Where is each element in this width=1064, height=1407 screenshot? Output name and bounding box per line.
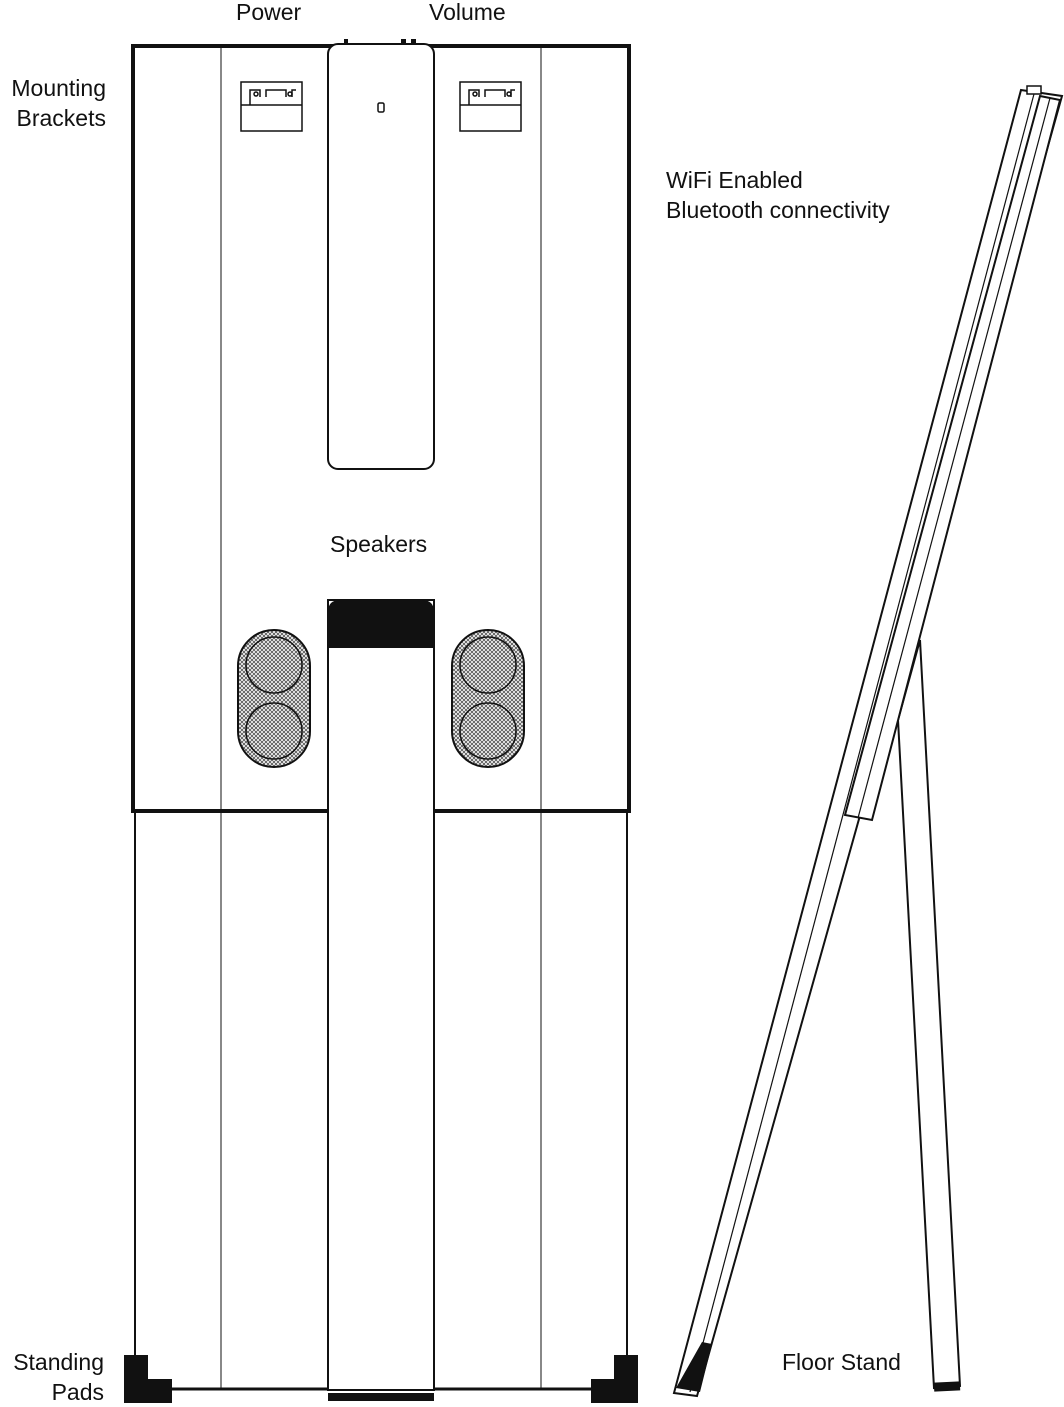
standing-pads-line1: Standing: [13, 1349, 104, 1375]
standing-pad-left: [124, 1355, 172, 1403]
stand-column-foot: [328, 1393, 434, 1401]
bluetooth-label: Bluetooth connectivity: [666, 197, 890, 223]
stand-column: [328, 600, 434, 1390]
back-view: [124, 39, 638, 1403]
speakers-label: Speakers: [330, 531, 428, 557]
mounting-bracket-left: [241, 82, 302, 131]
connectivity-label: [666, 165, 890, 225]
mounting-brackets-line1: Mounting: [11, 75, 106, 101]
rear-leg-foot: [934, 1381, 960, 1391]
mounting-bracket-right: [460, 82, 521, 131]
side-panel-inner-line: [690, 94, 1034, 1392]
control-panel: [328, 44, 434, 469]
standing-pads-label: [0, 1347, 104, 1407]
power-button: [344, 39, 348, 45]
standing-pads-line2: Pads: [51, 1379, 104, 1405]
volume-label: Volume: [429, 0, 506, 25]
mounting-brackets-line2: Brackets: [16, 105, 106, 131]
mounting-brackets-label: [0, 73, 106, 133]
rear-leg: [898, 640, 960, 1388]
floor-stand-label: Floor Stand: [782, 1349, 901, 1375]
speaker-right: [452, 630, 524, 767]
standing-pad-right: [591, 1355, 638, 1403]
stand-column-cap: [328, 600, 434, 648]
volume-button-plus: [411, 39, 416, 45]
wifi-label: WiFi Enabled: [666, 167, 803, 193]
volume-button-minus: [401, 39, 406, 45]
speaker-left: [238, 630, 310, 767]
side-panel-top-cap: [1027, 86, 1041, 94]
power-label: Power: [236, 0, 302, 25]
side-view: [674, 86, 1062, 1396]
